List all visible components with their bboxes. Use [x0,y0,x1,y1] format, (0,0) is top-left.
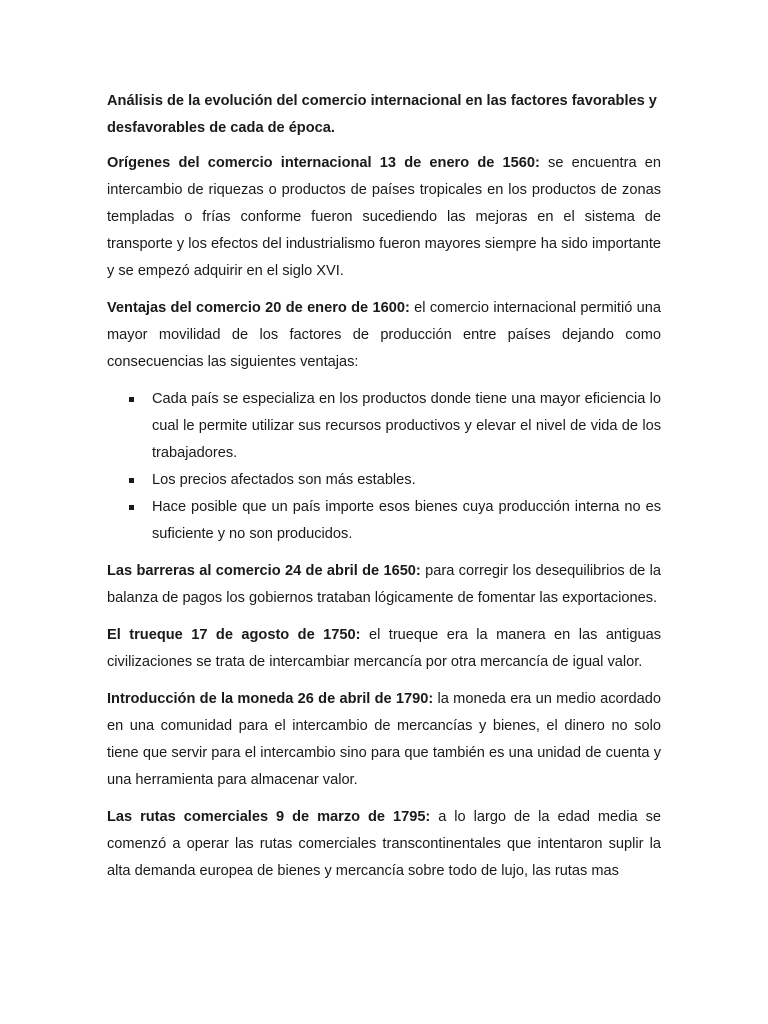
section-text: el trueque era la manera en las antiguas civilizaciones se trata de intercambiar mercancía por otra mercancía de igual valor. [107,627,661,670]
section-heading: Las barreras al comercio 24 de abril de 1650: [107,563,421,579]
section-moneda [107,686,661,794]
document-page [107,88,661,895]
section-origenes [107,150,661,285]
section-heading: Orígenes del comercio internacional 13 de enero de 1560: [107,155,540,171]
document-title: Análisis de la evolución del comercio internacional en las factores favorables y desfavorables de cada de época. [107,93,657,136]
list-item [107,467,661,494]
list-item [107,494,661,548]
list-item [107,386,661,467]
section-text: para corregir los desequilibrios de la balanza de pagos los gobiernos trataban lógicamente de fomentar las exportaciones. [107,563,661,606]
square-bullet-icon [129,478,134,483]
section-text: a lo largo de la edad media se comenzó a operar las rutas comerciales transcontinentales que intentaron suplir la alta demanda europea de bienes y mercancía sobre todo de lujo, las rutas mas [107,809,661,879]
square-bullet-icon [129,397,134,402]
section-trueque [107,622,661,676]
section-text: se encuentra en intercambio de riquezas o productos de países tropicales en los productos de zonas templadas o frías conforme fueron sucediendo las mejoras en el sistema de transporte y los efectos del industrialismo fueron mayores siempre ha sido importante y se empezó adquirir en el siglo XVI. [107,155,661,279]
section-text: el comercio internacional permitió una mayor movilidad de los factores de producción entre países dejando como consecuencias las siguientes ventajas: [107,300,661,370]
section-barreras [107,558,661,612]
section-heading: El trueque 17 de agosto de 1750: [107,627,361,643]
section-heading: Ventajas del comercio 20 de enero de 1600: [107,300,410,316]
list-item-text: Hace posible que un país importe esos bienes cuya producción interna no es suficiente y no son producidos. [152,499,661,542]
advantages-list [107,386,661,548]
section-heading: Introducción de la moneda 26 de abril de 1790: [107,691,434,707]
section-text: la moneda era un medio acordado en una comunidad para el intercambio de mercancías y bienes, el dinero no solo tiene que servir para el intercambio sino para que también es una unidad de cuenta y una herramienta para almacenar valor. [107,691,661,788]
list-item-text: Los precios afectados son más estables. [152,472,416,488]
square-bullet-icon [129,505,134,510]
section-heading: Las rutas comerciales 9 de marzo de 1795: [107,809,431,825]
section-rutas [107,804,661,885]
section-ventajas [107,295,661,376]
list-item-text: Cada país se especializa en los productos donde tiene una mayor eficiencia lo cual le permite utilizar sus recursos productivos y elevar el nivel de vida de los trabajadores. [152,391,661,461]
